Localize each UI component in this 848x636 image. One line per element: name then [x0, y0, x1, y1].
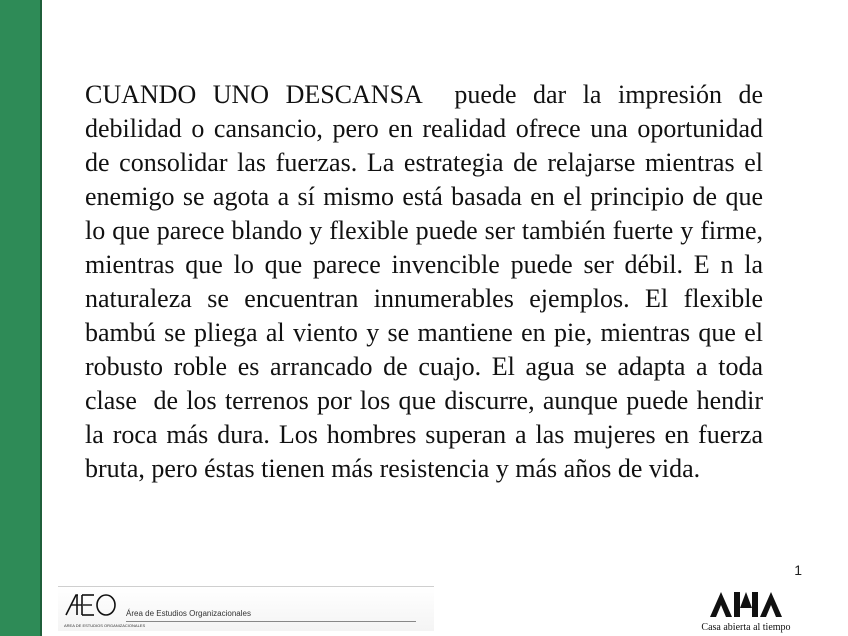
uam-tagline: Casa abierta al tiempo	[701, 622, 791, 633]
aeo-logo	[64, 591, 122, 627]
footer-divider	[126, 621, 416, 622]
page-number: 1	[794, 562, 802, 578]
uam-logo	[696, 590, 796, 634]
uam-logo-mark	[696, 590, 796, 618]
footer-banner	[58, 586, 434, 631]
aeo-caption: AREA DE ESTUDIOS ORGANIZACIONALES	[64, 623, 146, 628]
footer-org-name: Área de Estudios Organizacionales	[126, 609, 251, 618]
aeo-logo-graphic	[64, 591, 122, 627]
side-accent-bar	[0, 0, 42, 636]
slide-body-text: CUANDO UNO DESCANSA puede dar la impresión de debilidad o cansancio, pero en realidad ofrece una oportunidad de consolidar las fuerzas. La estrategia de relajarse mientras el enemigo se agota a sí mismo está basada en el principio de que lo que parece blando y flexible puede ser también fuerte y firme, mientras que lo que parece invencible puede ser débil. E n la naturaleza se encuentran innumerables ejemplos. El flexible bambú se pliega al viento y se mantiene en pie, mientras que el robusto roble es arrancado de cuajo. El agua se adapta a toda clase de los terrenos por los que discurre, aunque puede hendir la roca más dura. Los hombres superan a las mujeres en fuerza bruta, pero éstas tienen más resistencia y más años de vida.	[85, 80, 770, 483]
uam-logo-icon	[709, 590, 783, 618]
